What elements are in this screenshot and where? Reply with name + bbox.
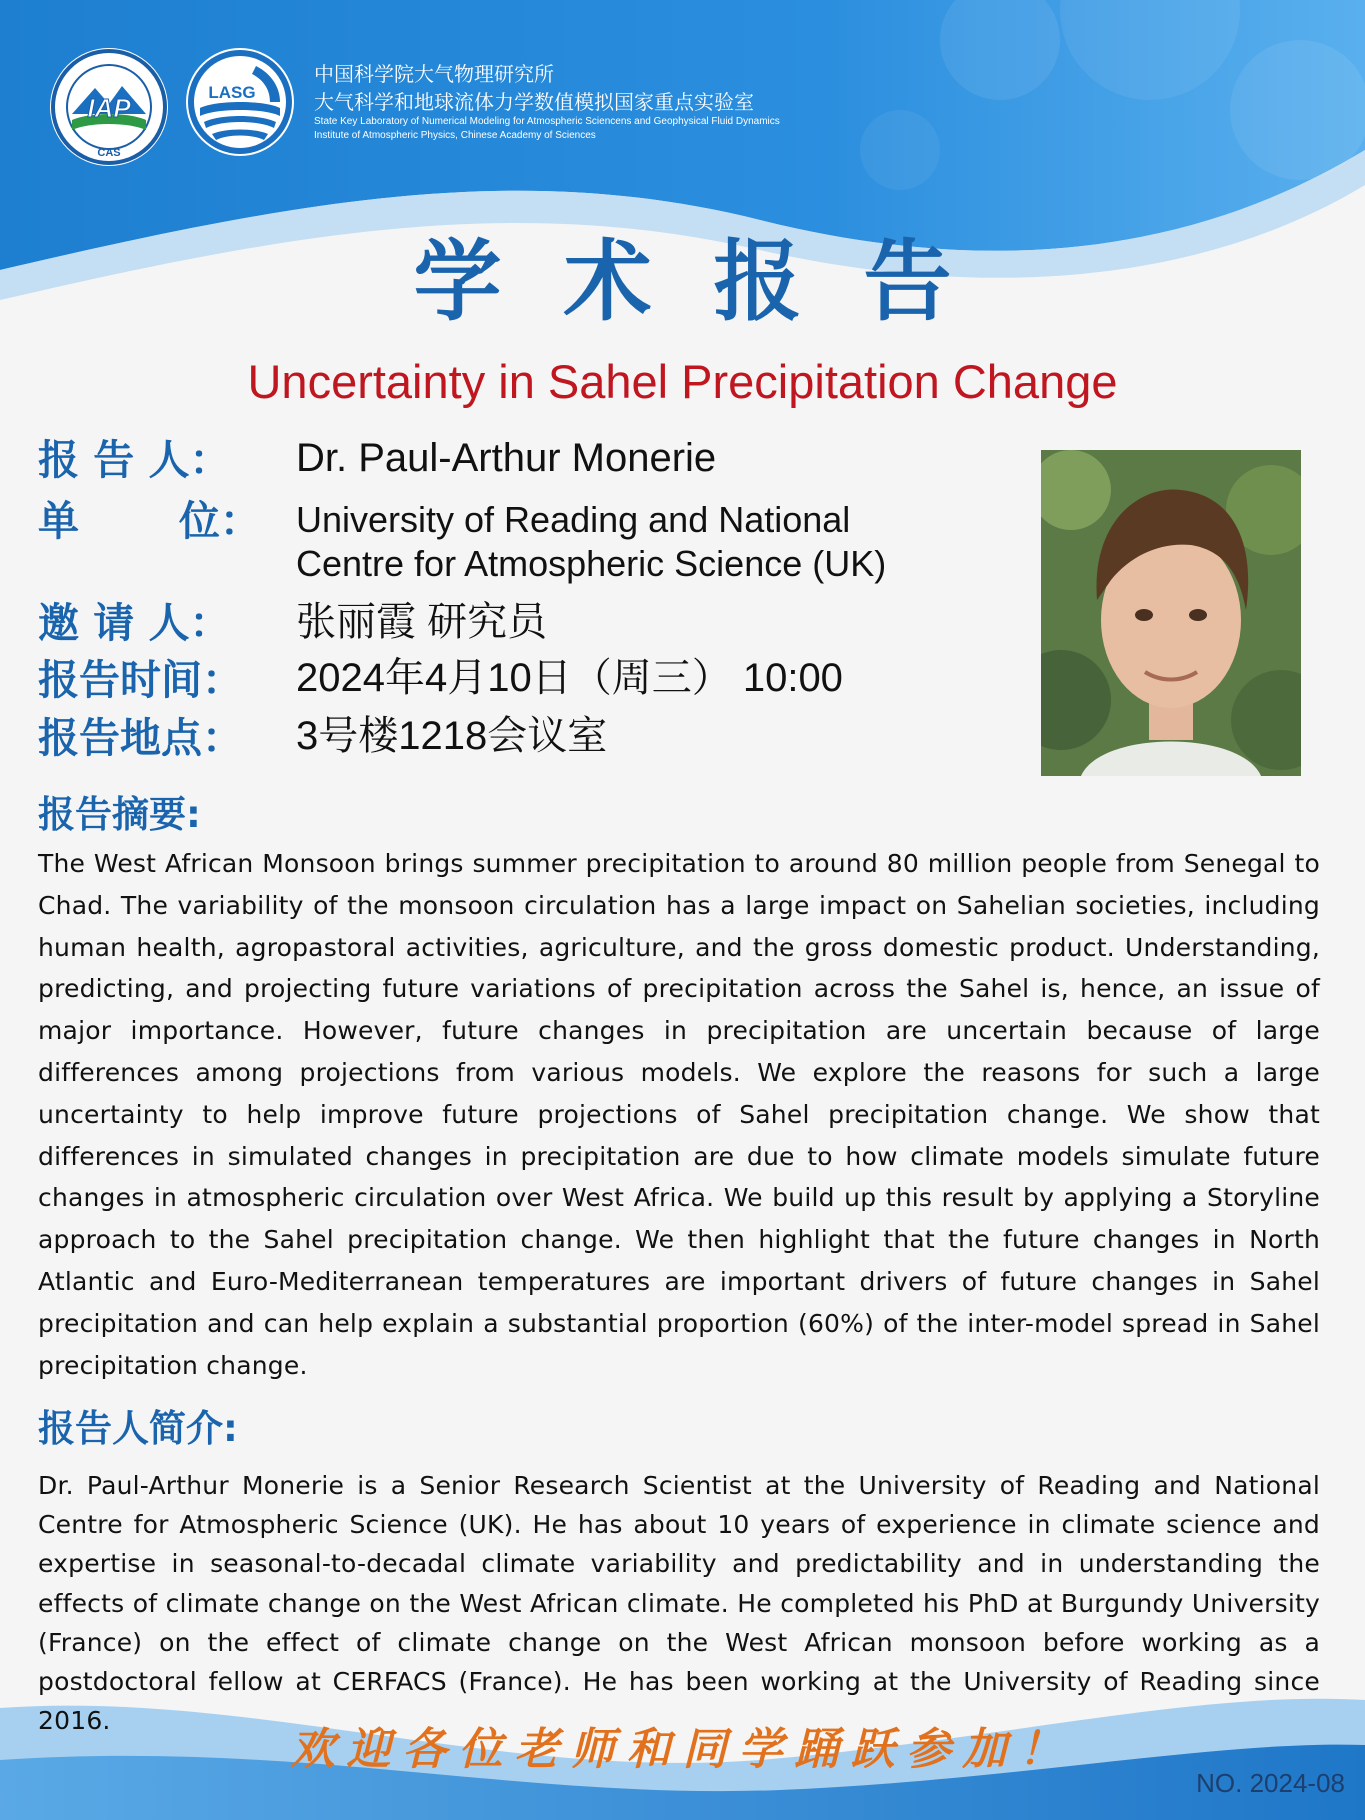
speaker-label: 报 告 人：	[38, 436, 231, 484]
welcome-slogan: 欢迎各位老师和同学踊跃参加！	[290, 1724, 1075, 1775]
host-label: 邀 请 人：	[38, 599, 231, 647]
institute-name-en: Institute of Atmospheric Physics, Chinese Academy of Sciences	[314, 130, 596, 141]
iap-ring-text: CAS	[97, 147, 121, 159]
speaker-photo	[1041, 450, 1301, 776]
affiliation-label: 单 位：	[38, 497, 261, 545]
talk-place: 3号楼1218会议室	[296, 714, 608, 758]
abstract-text: The West African Monsoon brings summer precipitation to around 80 million people from Senegal to Chad. The variability of the monsoon circulation has a large impact on Sahelian societies, including human health, agropastoral activities, agriculture, and the gross domestic product. Understanding, predicting, and projecting future variations of precipitation across the Sahel is, hence, an issue of major importance. However, future changes in precipitation are uncertain because of large differences among projections from various models. We explore the reasons for such a large uncertainty to help improve future projections of Sahel precipitation change. We show that differences in simulated changes in precipitation are due to how climate models simulate future changes in atmospheric circulation over West Africa. We build up this result by applying a Storyline approach to the Sahel precipitation change. We then highlight that the future changes in North Atlantic and Euro-Mediterranean temperatures are important drivers of future changes in Sahel precipitation and can help explain a substantial proportion (60%) of the inter-model spread in Sahel precipitation change.	[38, 849, 1320, 1380]
lasg-logo-text: LASG	[208, 83, 256, 102]
affiliation-line-2: Centre for Atmospheric Science (UK)	[296, 543, 887, 584]
abstract-heading: 报告摘要:	[38, 793, 201, 836]
bio-heading: 报告人简介:	[38, 1407, 238, 1450]
speaker-portrait-icon	[1041, 450, 1301, 776]
talk-time: 2024年4月10日（周三） 10:00	[296, 656, 843, 700]
iap-logo-icon	[50, 48, 168, 166]
affiliation-line-1: University of Reading and National	[296, 499, 851, 540]
bio-text: Dr. Paul-Arthur Monerie is a Senior Research Scientist at the University of Reading and National Centre for Atmospheric Science (UK). He has about 10 years of experience in climate science and expertise in seasonal-to-decadal climate variability and predictability and in understanding the effects of climate change on the West African climate. He completed his PhD at Burgundy University (France) on the effect of climate change on the West African monsoon before working as a postdoctoral fellow at CERFACS (France). He has been working at the University of Reading since 2016.	[38, 1471, 1320, 1736]
speaker-name: Dr. Paul-Arthur Monerie	[296, 436, 717, 480]
iap-logo-text: IAP	[87, 93, 131, 123]
institute-name-cn: 中国科学院大气物理研究所	[314, 62, 554, 86]
lasg-logo-icon	[186, 48, 294, 156]
place-label: 报告地点：	[38, 714, 243, 762]
host-name: 张丽霞 研究员	[296, 600, 548, 644]
lab-name-en: State Key Laboratory of Numerical Modeling for Atmospheric Sciencens and Geophysical Fluid Dynamics	[314, 116, 780, 127]
poster-serial-number: NO. 2024-08	[1196, 1768, 1345, 1798]
lab-name-cn: 大气科学和地球流体力学数值模拟国家重点实验室	[314, 90, 754, 114]
iap-logo	[50, 48, 168, 166]
talk-title: Uncertainty in Sahel Precipitation Change	[247, 355, 1118, 408]
poster-title: 学术报告	[413, 230, 1014, 333]
lasg-logo	[186, 48, 294, 156]
time-label: 报告时间：	[38, 656, 243, 704]
